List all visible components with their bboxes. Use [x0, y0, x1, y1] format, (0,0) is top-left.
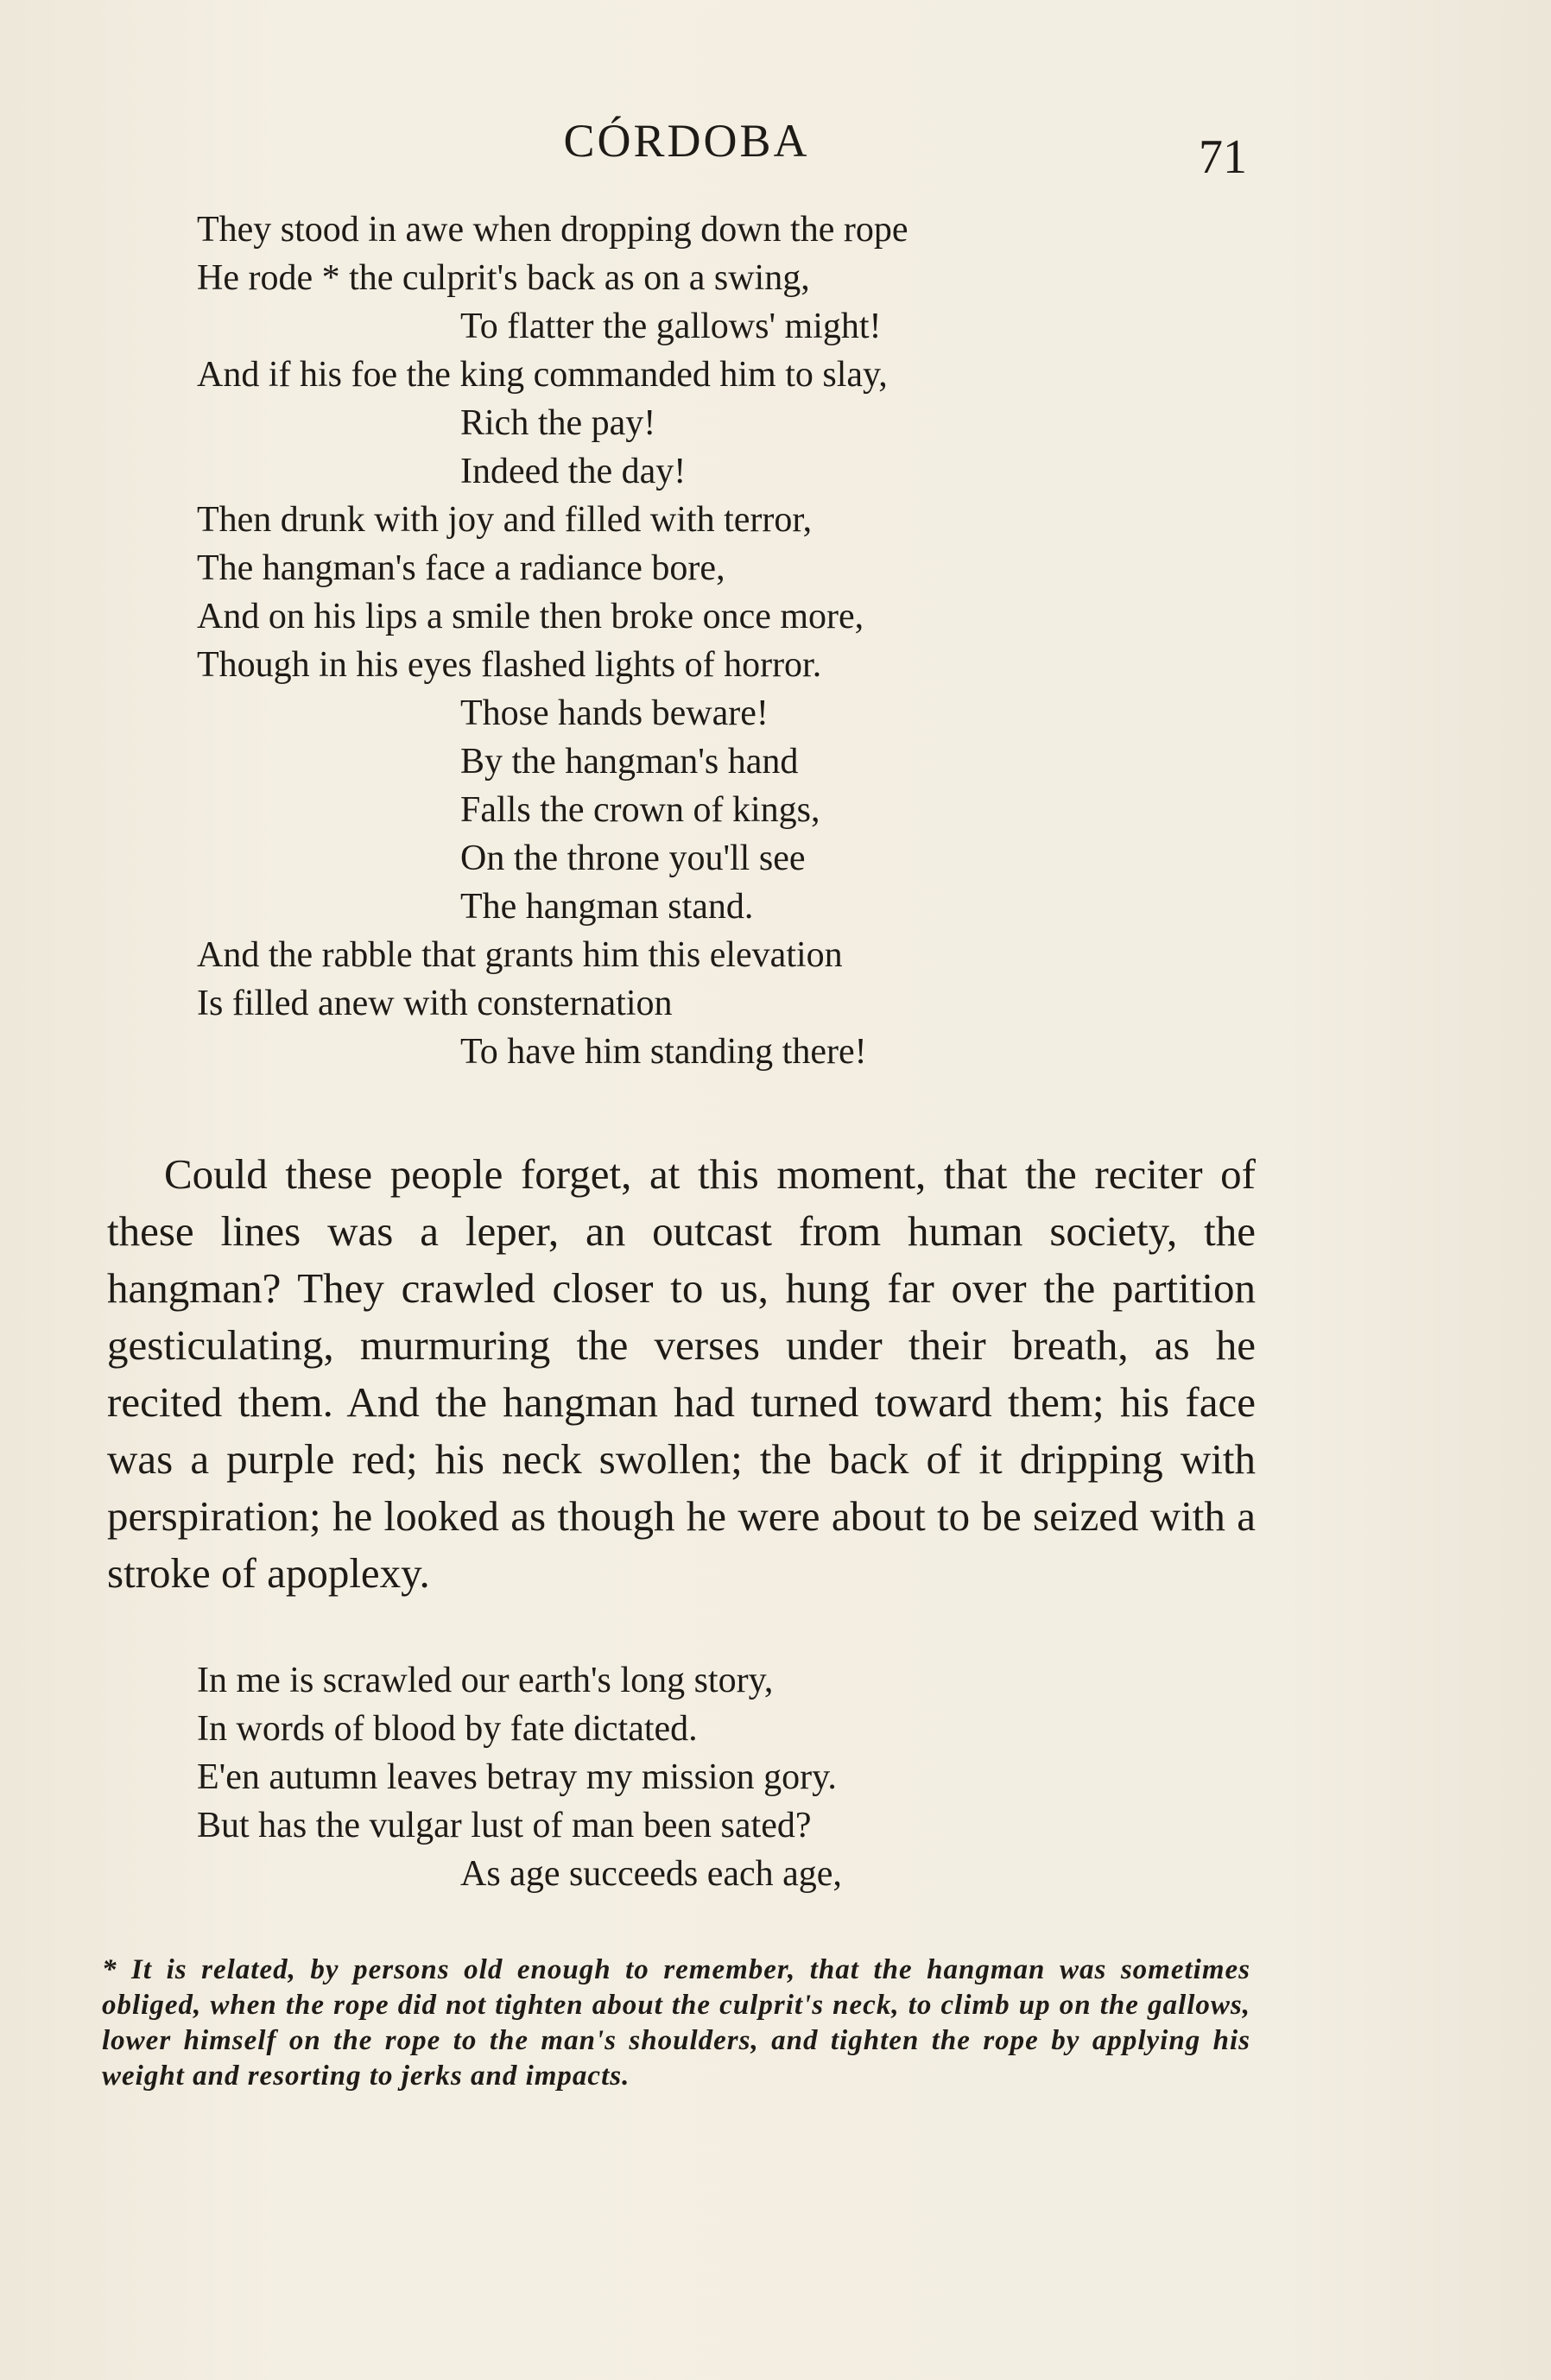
page-number: 71 [1199, 130, 1247, 184]
running-title: CÓRDOBA [563, 115, 810, 167]
verse-line: They stood in awe when dropping down the rope [197, 210, 908, 250]
verse-line: The hangman's face a radiance bore, [197, 548, 725, 588]
verse-line: To flatter the gallows' might! [460, 307, 882, 346]
verse-line: Is filled anew with consternation [197, 984, 673, 1023]
verse-line: And the rabble that grants him this elevation [197, 935, 843, 975]
verse-line: The hangman stand. [460, 887, 754, 927]
verse-line: Then drunk with joy and filled with terror, [197, 500, 813, 540]
verse-line: And on his lips a smile then broke once more, [197, 597, 864, 636]
verse-line: Rich the pay! [460, 403, 656, 443]
verse-line: To have him standing there! [460, 1032, 867, 1072]
verse-line: Though in his eyes flashed lights of horror. [197, 645, 822, 685]
footnote: * It is related, by persons old enough to remember, that the hangman was sometimes obliged, when the rope did not tighten about the culprit's neck, to climb up on the gallows, lower himself on the rope to the man's shoulders, and tighten the rope by applying his weight and resorting to jerks and impacts. [102, 1954, 1250, 2092]
verse-line: Those hands beware! [460, 693, 769, 733]
verse-line: He rode * the culprit's back as on a swing, [197, 258, 810, 298]
verse-line: E'en autumn leaves betray my mission gory. [197, 1757, 837, 1797]
verse-stanza-two [197, 1656, 842, 1898]
verse-line: As age succeeds each age, [460, 1854, 842, 1894]
prose-paragraph: Could these people forget, at this moment, that the reciter of these lines was a leper, an outcast from human society, the hangman? They crawled closer to us, hung far over the partition gesticulating, murmuring the verses under their breath, as he recited them. And the hangman had turned toward them; his face was a purple red; his neck swollen; the back of it dripping with perspiration; he looked as though he were about to be seized with a stroke of apoplexy. [107, 1150, 1256, 1597]
verse-line: On the throne you'll see [460, 839, 806, 878]
verse-line: Falls the crown of kings, [460, 790, 820, 830]
verse-line: And if his foe the king commanded him to slay, [197, 355, 888, 395]
verse-line: But has the vulgar lust of man been sated? [197, 1806, 812, 1845]
verse-stanza-one [197, 206, 908, 1076]
verse-line: By the hangman's hand [460, 742, 799, 782]
verse-line: In me is scrawled our earth's long story, [197, 1661, 774, 1700]
verse-line: Indeed the day! [460, 452, 687, 491]
verse-line: In words of blood by fate dictated. [197, 1709, 698, 1749]
